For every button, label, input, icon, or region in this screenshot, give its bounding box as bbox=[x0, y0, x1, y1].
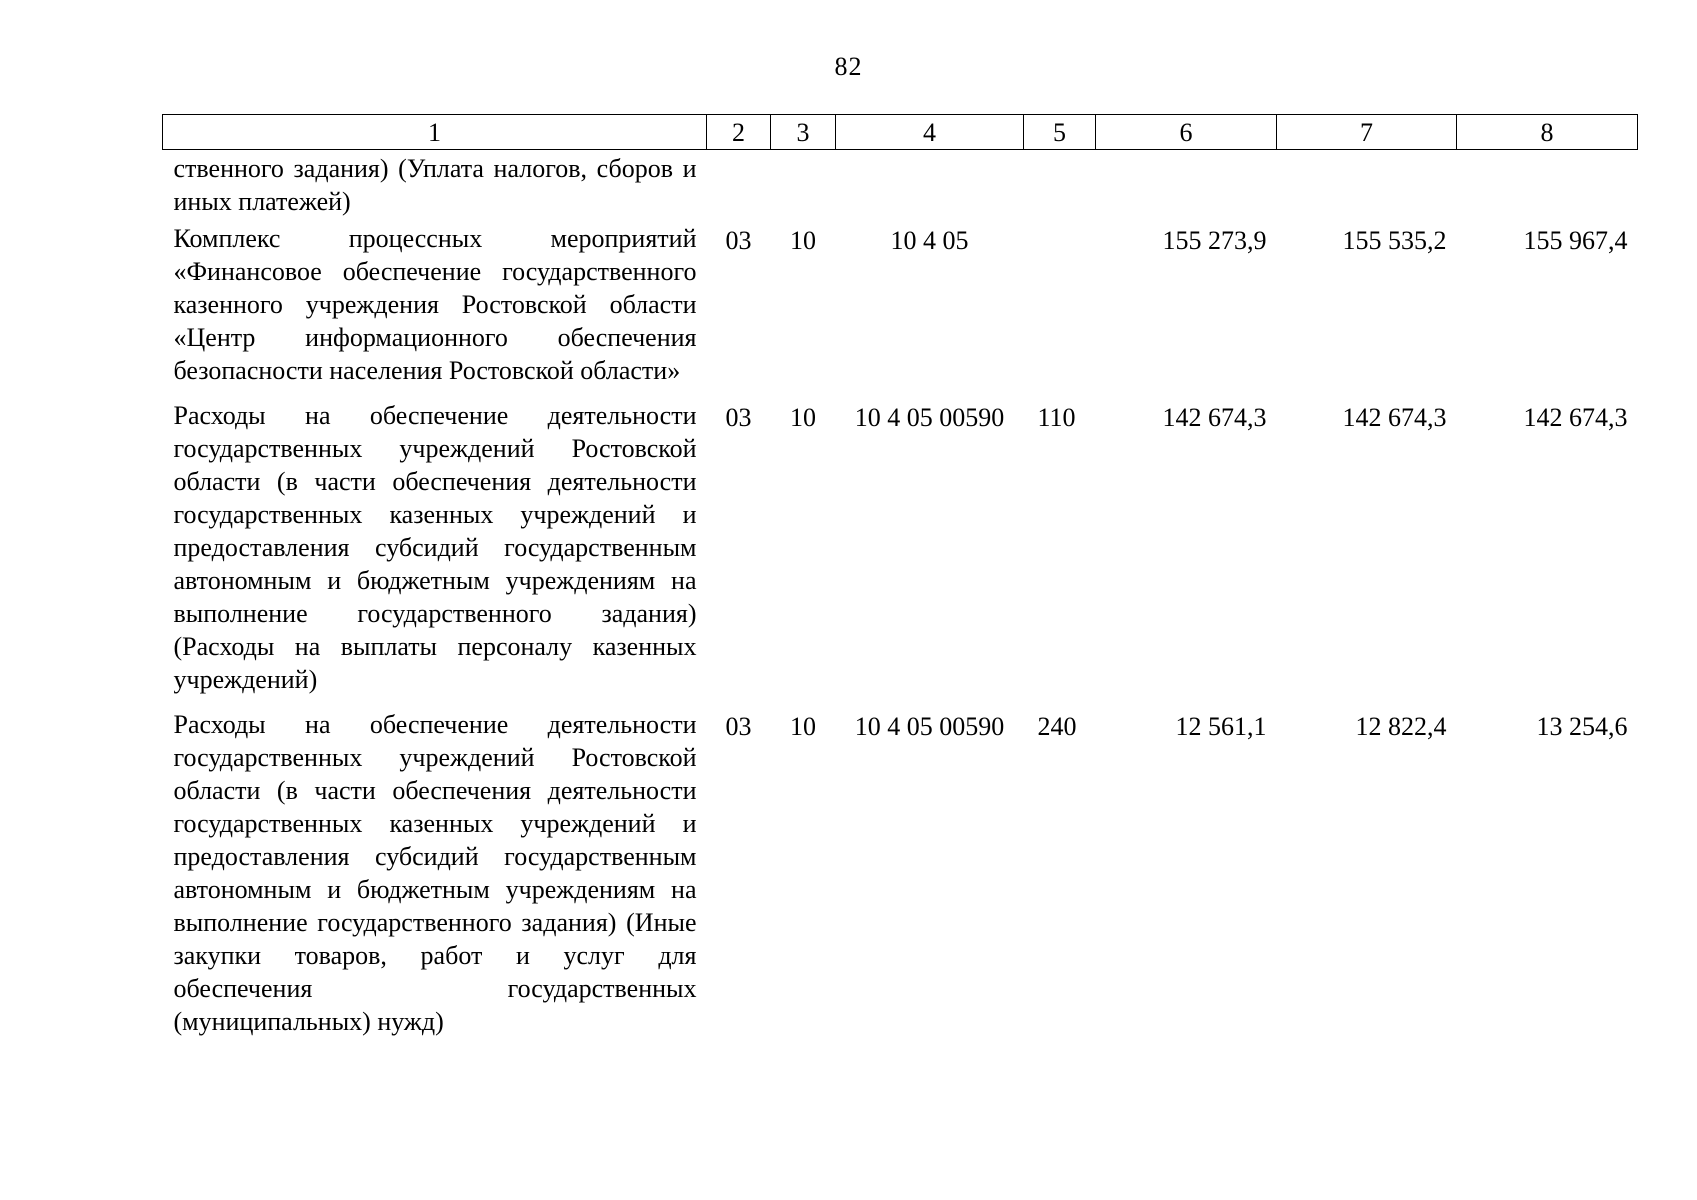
amount-col6: 155 273,9 bbox=[1162, 226, 1267, 255]
row-description: Расходы на обеспечение деятельности государственных учреждений Ростовской области (в части обеспечения деятельности государственных казенных учреждений и предоставления субсидий государственным автономным и бюджетным учреждениям на выполнение государственного задания) (Иные закупки товаров, работ и услуг для обеспечения государственных (муниципальных) нужд) bbox=[173, 710, 697, 1036]
budget-table bbox=[162, 114, 1638, 1050]
column-header: 7 bbox=[1277, 115, 1457, 150]
table-row bbox=[163, 150, 1638, 223]
expense-type-code bbox=[1024, 150, 1096, 223]
page-number: 82 bbox=[834, 52, 863, 81]
target-article-code bbox=[836, 150, 1024, 223]
expense-type-code: 110 bbox=[1037, 403, 1076, 432]
amount-col7: 12 822,4 bbox=[1355, 712, 1447, 741]
expense-type-code: 240 bbox=[1037, 712, 1077, 741]
table-row bbox=[163, 222, 1638, 399]
row-description: ственного задания) (Уплата налогов, сборов и иных платежей) bbox=[173, 154, 697, 216]
amount-col7: 142 674,3 bbox=[1342, 403, 1447, 432]
subsection-code: 10 bbox=[790, 403, 816, 432]
table-row bbox=[163, 399, 1638, 708]
amount-col7 bbox=[1277, 150, 1457, 223]
target-article-code: 10 4 05 bbox=[890, 226, 969, 255]
expense-type-code bbox=[1024, 222, 1096, 399]
target-article-code: 10 4 05 00590 bbox=[854, 712, 1005, 741]
section-code bbox=[707, 150, 771, 223]
amount-col6 bbox=[1096, 150, 1277, 223]
column-header: 4 bbox=[836, 115, 1024, 150]
amount-col6: 142 674,3 bbox=[1162, 403, 1267, 432]
subsection-code bbox=[771, 150, 836, 223]
table-row bbox=[163, 708, 1638, 1050]
amount-col8: 13 254,6 bbox=[1536, 712, 1628, 741]
amount-col8 bbox=[1457, 150, 1638, 223]
row-description: Комплекс процессных мероприятий «Финансовое обеспечение государственного казенного учреждения Ростовской области «Центр информационного обеспечения безопасности населения Ростовской области» bbox=[173, 224, 697, 385]
column-header: 6 bbox=[1096, 115, 1277, 150]
subsection-code: 10 bbox=[790, 712, 816, 741]
target-article-code: 10 4 05 00590 bbox=[854, 403, 1005, 432]
amount-col8: 155 967,4 bbox=[1523, 226, 1628, 255]
amount-col6: 12 561,1 bbox=[1175, 712, 1267, 741]
subsection-code: 10 bbox=[790, 226, 816, 255]
column-header: 2 bbox=[707, 115, 771, 150]
column-header: 5 bbox=[1024, 115, 1096, 150]
column-header: 1 bbox=[163, 115, 707, 150]
column-header: 3 bbox=[771, 115, 836, 150]
column-header: 8 bbox=[1457, 115, 1638, 150]
amount-col8: 142 674,3 bbox=[1523, 403, 1628, 432]
amount-col7: 155 535,2 bbox=[1342, 226, 1447, 255]
section-code: 03 bbox=[725, 712, 752, 741]
section-code: 03 bbox=[725, 403, 752, 432]
section-code: 03 bbox=[725, 226, 752, 255]
row-description: Расходы на обеспечение деятельности государственных учреждений Ростовской области (в части обеспечения деятельности государственных казенных учреждений и предоставления субсидий государственным автономным и бюджетным учреждениям на выполнение государственного задания) (Расходы на выплаты персоналу казенных учреждений) bbox=[173, 401, 697, 694]
table-header-row bbox=[163, 115, 1638, 150]
